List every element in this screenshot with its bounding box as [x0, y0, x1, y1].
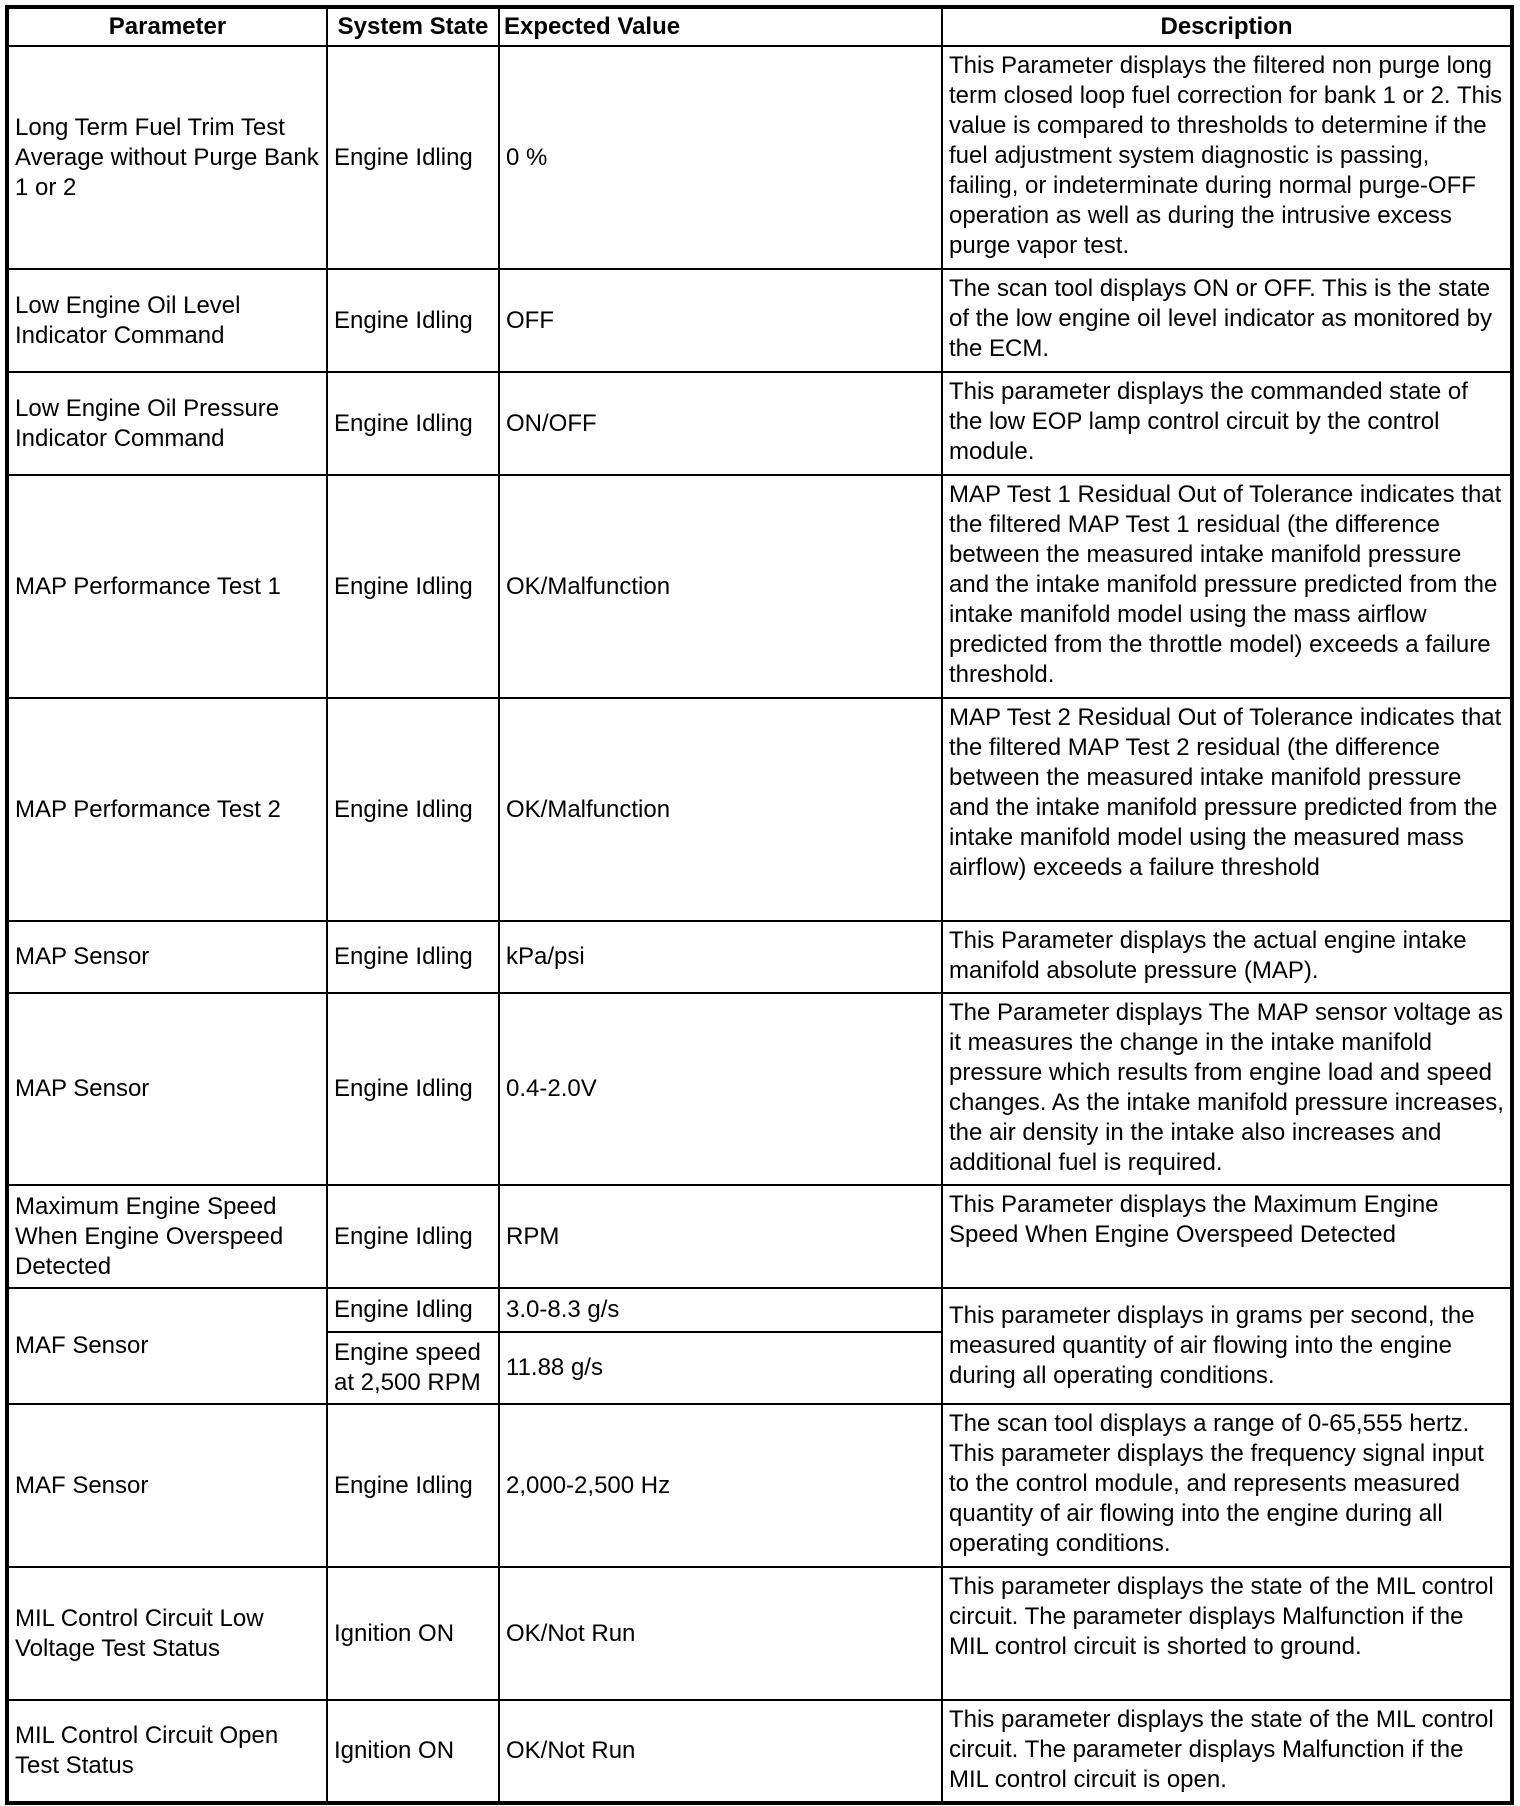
cell-expected-value: OK/Malfunction [499, 475, 942, 698]
cell-expected-value: OK/Not Run [499, 1567, 942, 1700]
header-row [7, 7, 1512, 46]
header-description: Description [942, 7, 1512, 46]
cell-description: This parameter displays in grams per second, the measured quantity of air flowing into the engine during all operating conditions. [942, 1288, 1512, 1404]
cell-parameter: Low Engine Oil Level Indicator Command [7, 269, 327, 372]
table-row [7, 993, 1512, 1185]
cell-description: The scan tool displays a range of 0-65,555 hertz. This parameter displays the frequency signal input to the control module, and represents measured quantity of air flowing into the engine during all operating conditions. [942, 1404, 1512, 1567]
cell-description: This Parameter displays the Maximum Engine Speed When Engine Overspeed Detected [942, 1185, 1512, 1288]
cell-system-state: Engine Idling [327, 1185, 499, 1288]
cell-system-state: Ignition ON [327, 1567, 499, 1700]
table-row [7, 1700, 1512, 1803]
table-row [7, 1185, 1512, 1288]
cell-system-state: Engine Idling [327, 269, 499, 372]
cell-system-state: Engine Idling [327, 1288, 499, 1332]
cell-system-state: Engine Idling [327, 46, 499, 269]
cell-expected-value: RPM [499, 1185, 942, 1288]
cell-description: The Parameter displays The MAP sensor voltage as it measures the change in the intake manifold pressure which results from engine load and speed changes. As the intake manifold pressure increases, the air density in the intake also increases and additional fuel is required. [942, 993, 1512, 1185]
cell-expected-value: ON/OFF [499, 372, 942, 475]
cell-system-state: Engine speed at 2,500 RPM [327, 1332, 499, 1404]
header-parameter: Parameter [7, 7, 327, 46]
cell-parameter: MAP Sensor [7, 993, 327, 1185]
table-row [7, 1288, 1512, 1332]
cell-system-state: Engine Idling [327, 993, 499, 1185]
cell-description: This Parameter displays the actual engine intake manifold absolute pressure (MAP). [942, 921, 1512, 993]
cell-system-state: Engine Idling [327, 698, 499, 921]
cell-parameter: MAP Performance Test 1 [7, 475, 327, 698]
parameter-table [5, 5, 1514, 1805]
cell-expected-value: 0.4-2.0V [499, 993, 942, 1185]
cell-parameter: MAP Sensor [7, 921, 327, 993]
cell-description: This Parameter displays the filtered non purge long term closed loop fuel correction for bank 1 or 2. This value is compared to thresholds to determine if the fuel adjustment system diagnostic is passing, failing, or indeterminate during normal purge-OFF operation as well as during the intrusive excess purge vapor test. [942, 46, 1512, 269]
cell-description: MAP Test 1 Residual Out of Tolerance indicates that the filtered MAP Test 1 residual (the difference between the measured intake manifold pressure and the intake manifold pressure predicted from the intake manifold model using the mass airflow predicted from the throttle model) exceeds a failure threshold. [942, 475, 1512, 698]
cell-description: MAP Test 2 Residual Out of Tolerance indicates that the filtered MAP Test 2 residual (the difference between the measured intake manifold pressure and the intake manifold pressure predicted from the intake manifold model using the measured mass airflow) exceeds a failure threshold [942, 698, 1512, 921]
cell-expected-value: kPa/psi [499, 921, 942, 993]
table-row [7, 921, 1512, 993]
cell-expected-value: OK/Malfunction [499, 698, 942, 921]
cell-system-state: Engine Idling [327, 475, 499, 698]
cell-system-state: Engine Idling [327, 372, 499, 475]
table-row [7, 1567, 1512, 1700]
cell-expected-value: 3.0-8.3 g/s [499, 1288, 942, 1332]
table-row [7, 475, 1512, 698]
cell-description: This parameter displays the state of the MIL control circuit. The parameter displays Malfunction if the MIL control circuit is shorted to ground. [942, 1567, 1512, 1700]
cell-expected-value: OK/Not Run [499, 1700, 942, 1803]
cell-parameter: MIL Control Circuit Low Voltage Test Status [7, 1567, 327, 1700]
cell-expected-value: 2,000-2,500 Hz [499, 1404, 942, 1567]
cell-parameter: MAP Performance Test 2 [7, 698, 327, 921]
cell-parameter: Low Engine Oil Pressure Indicator Command [7, 372, 327, 475]
cell-description: The scan tool displays ON or OFF. This is the state of the low engine oil level indicator as monitored by the ECM. [942, 269, 1512, 372]
header-expected-value: Expected Value [499, 7, 942, 46]
table-row [7, 1404, 1512, 1567]
table-wrapper [5, 5, 1514, 1805]
table-row [7, 698, 1512, 921]
cell-parameter: Long Term Fuel Trim Test Average without Purge Bank 1 or 2 [7, 46, 327, 269]
cell-parameter: MAF Sensor [7, 1288, 327, 1404]
table-row [7, 46, 1512, 269]
cell-expected-value: 0 % [499, 46, 942, 269]
cell-parameter: MAF Sensor [7, 1404, 327, 1567]
table-row [7, 269, 1512, 372]
cell-expected-value: OFF [499, 269, 942, 372]
cell-system-state: Engine Idling [327, 921, 499, 993]
cell-description: This parameter displays the state of the MIL control circuit. The parameter displays Malfunction if the MIL control circuit is open. [942, 1700, 1512, 1803]
cell-system-state: Engine Idling [327, 1404, 499, 1567]
header-system-state: System State [327, 7, 499, 46]
cell-parameter: Maximum Engine Speed When Engine Overspeed Detected [7, 1185, 327, 1288]
cell-system-state: Ignition ON [327, 1700, 499, 1803]
cell-description: This parameter displays the commanded state of the low EOP lamp control circuit by the control module. [942, 372, 1512, 475]
table-row [7, 372, 1512, 475]
cell-parameter: MIL Control Circuit Open Test Status [7, 1700, 327, 1803]
cell-expected-value: 11.88 g/s [499, 1332, 942, 1404]
